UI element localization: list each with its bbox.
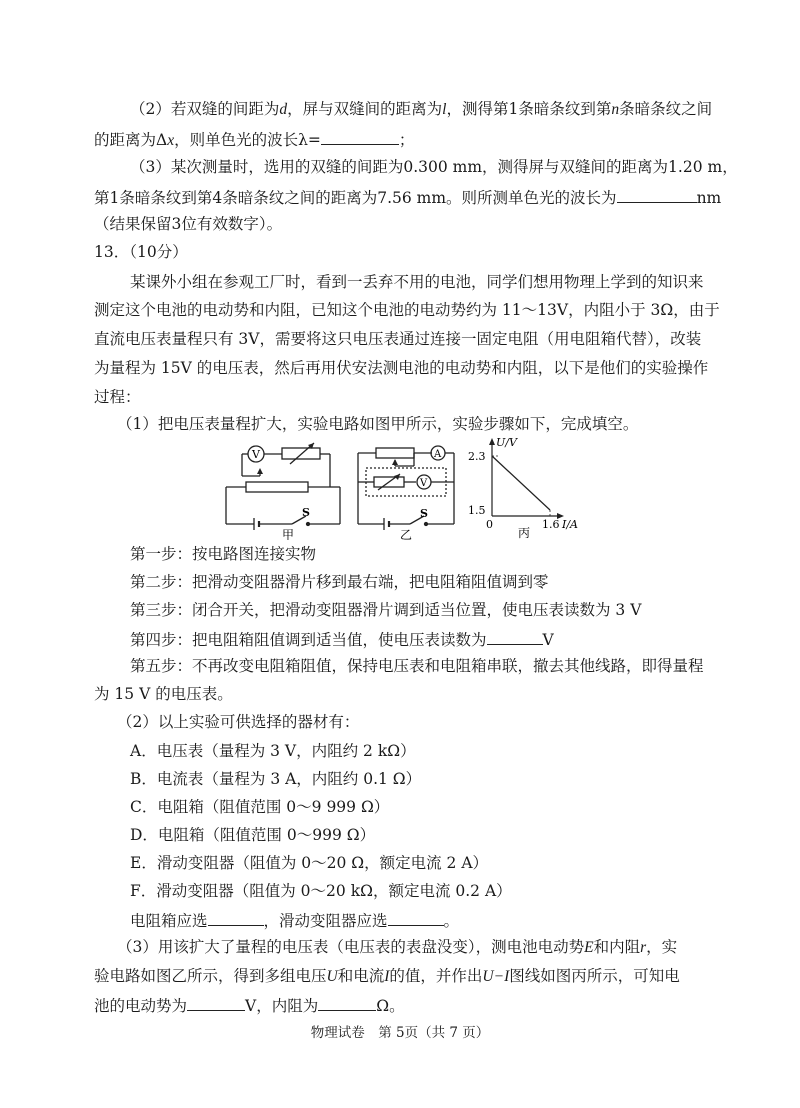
resistor-box [282, 448, 320, 459]
text: 的值，并作出 [389, 967, 483, 985]
y-axis-arrow [489, 438, 495, 445]
text: 池的电动势为 [94, 997, 188, 1015]
answer-blank-step4-voltage[interactable] [487, 628, 543, 645]
text: nm [696, 189, 722, 207]
q12-part2-line2 [94, 128, 414, 151]
text: 条暗条纹之间 [619, 100, 713, 118]
var-n: n [611, 101, 620, 118]
answer-blank-wavelength-value[interactable] [617, 186, 697, 203]
answer-blank-resistor-box[interactable] [208, 909, 264, 926]
text: 验电路如图乙所示，得到多组电压 [94, 967, 327, 985]
q13-intro-line1: 某课外小组在参观工厂时，看到一丢弃不用的电池，同学们想用物理上学到的知识来 [130, 273, 704, 291]
text: 电阻箱应选 [130, 912, 208, 930]
var-U-I: U−I [482, 968, 510, 985]
var-d: d [279, 101, 288, 118]
q12-part2-line1 [130, 99, 712, 120]
voltmeter-label: V [252, 448, 260, 461]
origin-label: 0 [486, 518, 493, 531]
step-3: 第三步：闭合开关，把滑动变阻器滑片调到适当位置，使电压表读数为 3 V [130, 601, 642, 619]
q13-intro-line5: 过程： [94, 388, 141, 406]
q12-part3-line1: （3）某次测量时，选用的双缝的间距为0.300 mm，测得屏与双缝间的距离为1.20 m， [130, 158, 738, 176]
series-line-u-i [492, 456, 550, 510]
var-l: l [442, 101, 447, 118]
figure-caption-jia: 甲 [282, 528, 295, 540]
y-axis-label: U/V [496, 436, 517, 449]
step-1: 第一步：按电路图连接实物 [130, 545, 317, 563]
text: Ω。 [376, 997, 405, 1015]
switch-label: S [420, 507, 428, 520]
circuit-figure-jia [220, 440, 350, 540]
x-axis-label: I/A [562, 518, 578, 531]
q13-part2: （2）以上实验可供选择的器材有： [117, 713, 360, 731]
text: 第1条暗条纹到第4条暗条纹之间的距离为7.56 mm。则所测单色光的波长为 [94, 189, 617, 207]
text: 图线如图丙所示，可知电 [509, 967, 680, 985]
option-d: D．电阻箱（阻值范围 0～999 Ω） [130, 826, 376, 844]
var-r: r [640, 939, 647, 956]
q13-header: 13．（10分） [94, 243, 188, 261]
q13-selection-line [130, 909, 459, 931]
text: V [542, 631, 554, 649]
text: 的距离为Δ [94, 131, 168, 149]
text: 第四步：把电阻箱阻值调到适当值，使电压表读数为 [130, 631, 487, 649]
option-f: F．滑动变阻器（阻值为 0～20 kΩ，额定电流 0.2 A） [130, 882, 512, 900]
ytick-label-top: 2.3 [468, 450, 486, 463]
q13-part3-line1 [117, 937, 677, 958]
step-5-line2: 为 15 V 的电压表。 [94, 685, 233, 703]
option-b: B．电流表（量程为 3 A，内阻约 0.1 Ω） [130, 770, 422, 788]
answer-blank-wavelength-formula[interactable] [321, 128, 399, 145]
var-E: E [584, 939, 594, 956]
q13-intro-line3: 直流电压表量程只有 3V，需要将这只电压表通过连接一固定电阻（用电阻箱代替），改装 [94, 330, 702, 348]
voltmeter-label: V [420, 478, 428, 489]
text: ，实 [646, 938, 678, 956]
text: ，屏与双缝间的距离为 [287, 100, 443, 118]
switch-label: S [302, 506, 310, 519]
text: ，则单色光的波长λ= [174, 131, 321, 149]
step-5-line1: 第五步：不再改变电阻箱阻值，保持电压表和电阻箱串联，撤去其他线路，即得量程 [130, 657, 704, 675]
ytick-label-bottom: 1.5 [468, 504, 486, 517]
q13-intro-line2: 测定这个电池的电动势和内阻，已知这个电池的电动势约为 11～13V，内阻小于 3Ω，由于 [94, 301, 720, 319]
text: 和内阻 [593, 938, 641, 956]
page-footer: 物理试卷 第 5页（共 7 页） [310, 1025, 490, 1041]
ammeter-label: A [434, 449, 442, 460]
var-x: x [167, 132, 175, 149]
text: 。 [443, 912, 460, 930]
text: V，内阻为 [245, 997, 319, 1015]
q13-part3-line2 [94, 966, 680, 987]
q13-intro-line4: 为量程为 15V 的电压表，然后再用伏安法测电池的电动势和内阻，以下是他们的实验操作 [94, 359, 709, 377]
rheostat [376, 448, 414, 458]
answer-blank-rheostat[interactable] [388, 909, 444, 926]
step-4 [130, 628, 554, 650]
figure-caption-bing: 丙 [518, 526, 531, 540]
text: ，滑动变阻器应选 [263, 912, 388, 930]
q12-part3-line3: （结果保留3位有效数字）。 [94, 215, 283, 233]
answer-blank-internal-resistance[interactable] [318, 994, 376, 1011]
text: ； [398, 131, 415, 149]
option-a: A．电压表（量程为 3 V，内阻约 2 kΩ） [130, 742, 416, 760]
q13-part1: （1）把电压表量程扩大，实验电路如图甲所示，实验步骤如下，完成填空。 [117, 415, 639, 433]
rheostat [246, 482, 308, 492]
var-I: I [384, 968, 390, 985]
option-c: C．电阻箱（阻值范围 0～9 999 Ω） [130, 798, 390, 816]
text: （2）若双缝的间距为 [130, 100, 280, 118]
q13-part3-line3 [94, 994, 405, 1016]
ui-graph-bing [464, 436, 584, 540]
text: ，测得第1条暗条纹到第 [446, 100, 612, 118]
text: 和电流 [337, 967, 385, 985]
option-e: E．滑动变阻器（阻值为 0～20 Ω，额定电流 2 A） [130, 854, 489, 872]
xtick-label: 1.6 [542, 518, 560, 531]
text: （3）用该扩大了量程的电压表（电压表的表盘没变），测电池电动势 [117, 938, 585, 956]
figure-caption-yi: 乙 [400, 528, 413, 540]
q12-part3-line2 [94, 186, 721, 208]
circuit-figure-yi [354, 440, 460, 540]
step-2: 第二步：把滑动变阻器滑片移到最右端，把电阻箱阻值调到零 [130, 573, 549, 591]
answer-blank-emf[interactable] [187, 994, 245, 1011]
var-U: U [326, 968, 338, 985]
